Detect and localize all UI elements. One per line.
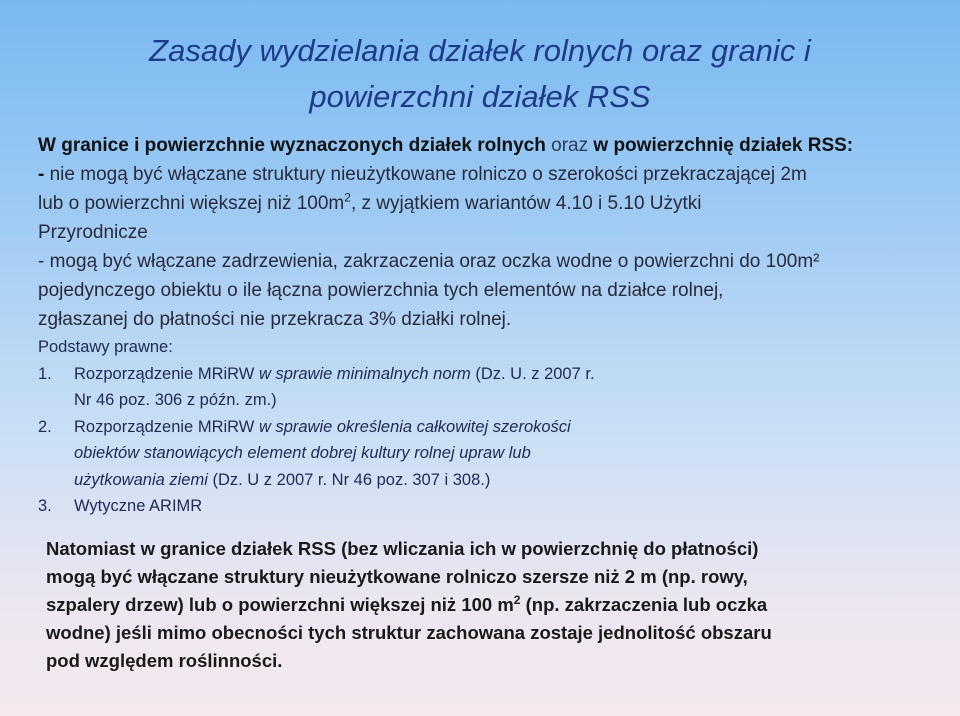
legal-item-1	[38, 361, 938, 388]
legal-item-2-italic-3: użytkowania ziemi	[74, 470, 208, 489]
legal-item-2-line-2	[38, 440, 938, 467]
note-line-3b: (np. zakrzaczenia lub oczka	[520, 594, 768, 615]
legal-heading: Podstawy prawne:	[38, 338, 173, 356]
legal-item-1-number: 1.	[38, 364, 52, 383]
legal-item-2-italic: w sprawie określenia całkowitej szerokości	[258, 417, 571, 436]
page-title	[60, 28, 900, 120]
legal-item-3	[38, 493, 938, 520]
intro-bold-1: W granice i powierzchnie wyznaczonych działek rolnych	[38, 135, 546, 156]
note-line-1: Natomiast w granice działek RSS (bez wliczania ich w powierzchnię do płatności)	[46, 538, 759, 559]
rule1-line-1	[38, 160, 938, 189]
rule1-text-1: nie mogą być włączane struktury nieużytkowane rolniczo o szerokości przekraczającej 2m	[49, 164, 807, 185]
rule1-text-2a: lub o powierzchni większej niż 100m	[38, 193, 345, 214]
note-line-5: pod względem roślinności.	[46, 650, 283, 671]
intro-line	[38, 131, 938, 160]
legal-item-2-number: 2.	[38, 417, 52, 436]
legal-item-1-cont: Nr 46 poz. 306 z późn. zm.)	[74, 391, 277, 409]
legal-item-3-text: Wytyczne ARIMR	[74, 497, 203, 515]
legal-item-1-ref: (Dz. U. z 2007 r.	[470, 364, 595, 383]
legal-item-2	[38, 414, 938, 441]
legal-item-1-italic: w sprawie minimalnych norm	[258, 364, 471, 383]
rule2-line-3: zgłaszanej do płatności nie przekracza 3% działki rolnej.	[38, 309, 512, 330]
note-superscript: 2	[513, 592, 521, 607]
rule2-line-2: pojedynczego obiektu o ile łączna powierzchnia tych elementów na działce rolnej,	[38, 280, 724, 301]
note-line-4: wodne) jeśli mimo obecności tych struktur zachowana zostaje jednolitość obszaru	[46, 622, 772, 643]
legal-item-2-italic-2: obiektów stanowiących element dobrej kultury rolnej upraw lub	[74, 444, 531, 462]
intro-bold-2: w powierzchnię działek RSS:	[593, 135, 854, 156]
legal-basis	[38, 334, 938, 520]
title-line-1: Zasady wydzielania działek rolnych oraz granic i	[149, 33, 811, 68]
rule1-superscript: 2	[344, 190, 351, 205]
title-line-2: powierzchni działek RSS	[309, 79, 651, 114]
intro-connector: oraz	[545, 135, 594, 156]
legal-item-2-line-3	[38, 467, 938, 494]
legal-item-1-text: Rozporządzenie MRiRW	[74, 364, 259, 383]
note-line-3a: szpalery drzew) lub o powierzchni większej niż 100 m	[46, 594, 514, 615]
rule1-line-2	[38, 189, 938, 218]
main-content	[38, 131, 938, 520]
rule1-line-3: Przyrodnicze	[38, 222, 148, 243]
legal-item-2-ref: (Dz. U z 2007 r. Nr 46 poz. 307 i 308.)	[207, 470, 491, 489]
legal-item-3-number: 3.	[38, 497, 52, 515]
note-line-3	[46, 591, 926, 619]
rule2-line-1: - mogą być włączane zadrzewienia, zakrzaczenia oraz oczka wodne o powierzchni do 100m²	[38, 251, 820, 272]
note-line-2: mogą być włączane struktury nieużytkowane rolniczo szersze niż 2 m (np. rowy,	[46, 566, 748, 587]
legal-item-2-text: Rozporządzenie MRiRW	[74, 417, 259, 436]
rss-border-note	[46, 535, 926, 675]
rule1-dash: -	[38, 164, 50, 185]
rule1-text-2b: , z wyjątkiem wariantów 4.10 i 5.10 Użytki	[350, 193, 702, 214]
